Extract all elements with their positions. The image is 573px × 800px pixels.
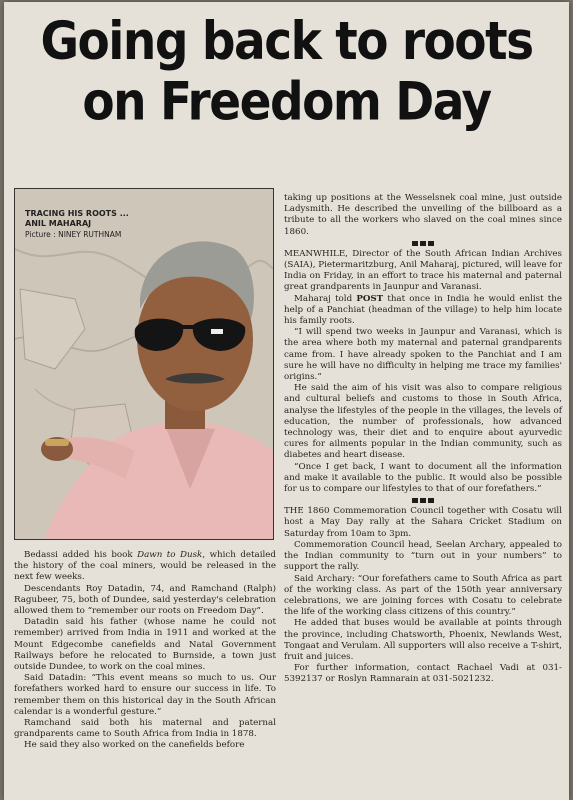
photo-caption — [25, 209, 185, 240]
right-column — [284, 193, 562, 686]
right-paragraph: “I will spend two weeks in Jaunpur and Varanasi, which is the area where both my maternal and paternal grandparents came from. I have already spoken to the Panchiat and I am sure he will have no difficulty in helping me trace my families' origins.” — [284, 327, 562, 383]
left-paragraph-text: Bedassi added his book — [24, 550, 138, 560]
headline-line-2: on Freedom Day — [82, 71, 491, 133]
photo-anil-maharaj — [14, 188, 274, 540]
right-paragraph: taking up positions at the Wesselsnek coal mine, just outside Ladysmith. He described the unveiling of the billboard as a tribute to all the workers who slaved on the coal mines since 1860. — [284, 193, 562, 237]
right-paragraph: He added that buses would be available at points through the province, including Chatsworth, Phoenix, Newlands West, Tongaat and Verulam. All supporters will also receive a T-shirt, fruit and juices. — [284, 618, 562, 662]
right-paragraph: THE 1860 Commemoration Council together with Cosatu will host a May Day rally at the Sahara Cricket Stadium on Saturday from 10am to 3pm. — [284, 506, 562, 539]
right-paragraph: For further information, contact Rachael Vadi at 031-5392137 or Roslyn Ramnarain at 031-5021232. — [284, 663, 562, 685]
section-separator — [284, 238, 562, 249]
right-paragraph: “Once I get back, I want to document all the information and make it available to the public. It would also be possible for us to compare our lifestyles to that of our forefathers.” — [284, 461, 562, 495]
headline-line-1: Going back to roots — [40, 10, 533, 73]
caption-credit: Picture : NINEY RUTHNAM — [25, 230, 122, 239]
left-paragraph: Datadin said his father (whose name he could not remember) arrived from India in 1911 and worked at the Mount Edgecombe canefields and Natal Government Railways before he relocated to Burnside, a town just outside Dundee, to work on the coal mines. — [14, 617, 276, 673]
left-paragraph — [14, 550, 276, 584]
book-title: Dawn to Dusk — [137, 550, 203, 560]
left-paragraph-text: , which detailed the history of the coal miners, would be released in the next few weeks. — [14, 550, 276, 583]
caption-title-line-1: TRACING HIS ROOTS ... — [25, 209, 129, 218]
newspaper-clipping — [4, 2, 569, 800]
section-separator — [284, 495, 562, 506]
left-paragraph: He said they also worked on the canefields before — [24, 740, 245, 751]
right-paragraph: He said the aim of his visit was also to compare religious and cultural beliefs and customs to those in South Africa, analyse the lifestyles of the people in the villages, the levels of education, the number of professionals, how advanced technology was, their diet and to enquire about ayurvedic cures for ailments popular in the Indian community, such as diabetes and heart disease. — [284, 383, 562, 461]
caption-title-line-2: ANIL MAHARAJ — [25, 219, 92, 228]
right-paragraph: MEANWHILE, Director of the South African Indian Archives (SAIA), Pietermaritzburg, Anil Maharaj, pictured, will leave for India on Friday, in an effort to trace his maternal and paternal great grandparents in Jaunpur and Varanasi. — [284, 248, 562, 293]
left-paragraph: Descendants Roy Datadin, 74, and Ramchand (Ralph) Ragubeer, 75, both of Dundee, said yesterday's celebration allowed them to “remember our roots on Freedom Day”. — [14, 583, 276, 617]
left-column — [14, 550, 276, 752]
right-paragraph: Said Archary: “Our forefathers came to South Africa as part of the working class. As part of the 150th year anniversary celebrations, we are joining forces with Cosatu to celebrate the life of the working class citizens of this country.” — [284, 573, 562, 618]
right-paragraph-text: Maharaj told — [294, 293, 357, 304]
left-paragraph: Ramchand said both his maternal and paternal grandparents came to South Africa from India in 1878. — [14, 718, 276, 740]
right-paragraph: Commemoration Council head, Seelan Archary, appealed to the Indian community to “turn out in your numbers” to support the rally. — [284, 539, 562, 573]
photo-illustration — [15, 189, 273, 539]
publication-name: POST — [356, 293, 384, 304]
right-paragraph — [284, 294, 562, 328]
left-paragraph: Said Datadin: “This event means so much to us. Our forefathers worked hard to ensure our success in life. To remember them on this historical day in the South African calendar is a wonderful gesture.” — [14, 673, 276, 717]
headline — [4, 12, 569, 133]
right-paragraph-text: that once in India he would enlist the help of a Panchiat (headman of the village) to help him locate his family roots. — [284, 293, 562, 327]
